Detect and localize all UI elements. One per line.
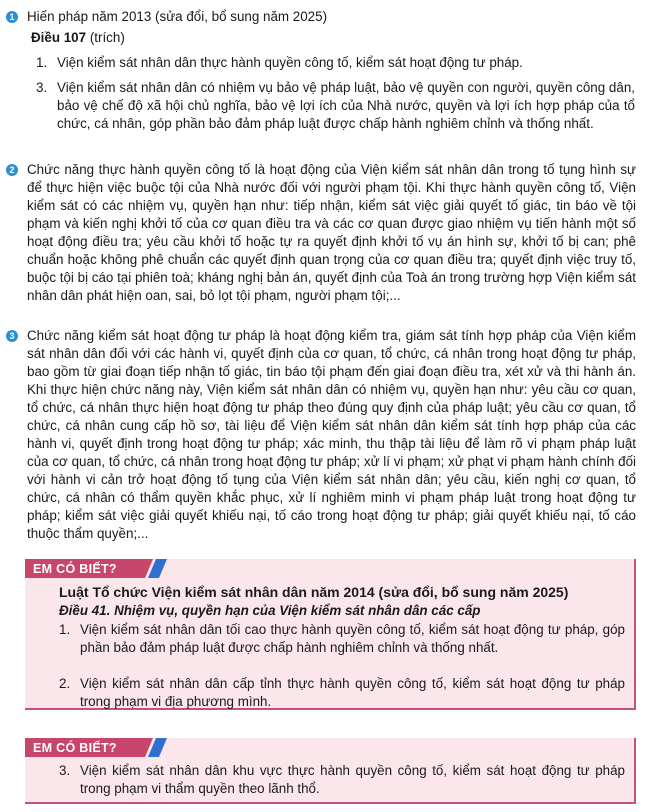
bullet-marker-1: 1 (6, 11, 18, 23)
did-you-know-tag (25, 559, 175, 578)
item-text: Viện kiểm sát nhân dân cấp tỉnh thực hành quyền công tố, kiểm sát hoạt động tư pháp trong phạm vi địa phương mình. (80, 676, 625, 709)
item-number: 3. (59, 763, 71, 778)
bullet-marker-2: 2 (6, 164, 18, 176)
did-you-know-label: EM CÓ BIẾT? (33, 741, 117, 755)
judicial-supervision-section (0, 327, 647, 559)
item-number: 1. (36, 55, 48, 70)
item-text: Viện kiểm sát nhân dân tối cao thực hành quyền công tố, kiểm sát hoạt động tư pháp, góp phần bảo đảm pháp luật được chấp hành nghiêm chỉnh và thống nhất. (80, 622, 625, 655)
bullet-marker-3: 3 (6, 330, 18, 342)
prosecution-section (0, 161, 647, 326)
did-you-know-box (25, 559, 636, 710)
item-text: Viện kiểm sát nhân dân có nhiệm vụ bảo vệ pháp luật, bảo vệ quyền con người, quyền công dân, bảo vệ chế độ xã hội chủ nghĩa, bảo vệ lợi ích của Nhà nước, quyền và lợi ích hợp pháp của tổ chức, cá nhân, góp phần bảo đảm pháp luật được chấp hành nghiêm chỉnh và thống nhất. (57, 80, 635, 131)
item-number: 3. (36, 80, 48, 95)
callout-law-title: Luật Tổ chức Viện kiểm sát nhân dân năm 2014 (sửa đổi, bổ sung năm 2025) (59, 584, 569, 600)
item-number: 1. (59, 622, 71, 637)
article-title (31, 29, 125, 47)
did-you-know-label: EM CÓ BIẾT? (33, 562, 117, 576)
did-you-know-box (25, 738, 636, 804)
item-text: Viện kiểm sát nhân dân khu vực thực hành quyền công tố, kiểm sát hoạt động tư pháp trong phạm vi thẩm quyền theo lãnh thổ. (80, 763, 625, 796)
prosecution-paragraph: Chức năng thực hành quyền công tố là hoạt động của Viện kiểm sát nhân dân trong tố tụng hình sự để thực hiện việc buộc tội của Nhà nước đối với người phạm tội. Khi thực hành quyền công tố, Viện kiểm sát có các nhiệm vụ, quyền hạn như: tiếp nhận, kiểm sát việc giải quyết tố giác, tin báo về tội phạm và kiến nghị khởi tố của cơ quan điều tra và các cơ quan được giao nhiệm vụ tiến hành một số hoạt động điều tra; yêu cầu khởi tố hoặc tự ra quyết định khởi tố vụ án hình sự, khởi tố bị can; phê chuẩn hoặc không phê chuẩn các quyết định quan trọng của cơ quan điều tra; quyết định việc truy tố, buộc tội bị cáo tại phiên toà; kháng nghị bản án, quyết định của Toà án trong trường hợp Viện kiểm sát nhân dân phát hiện oan, sai, bỏ lọt tội phạm, người phạm tội;... (27, 162, 636, 303)
item-number: 2. (59, 676, 71, 691)
judicial-supervision-paragraph: Chức năng kiểm sát hoạt động tư pháp là hoạt động kiểm tra, giám sát tính hợp pháp của Viện kiểm sát nhân dân đối với các hành vi, quyết định của cơ quan, tổ chức, cá nhân trong hoạt động tư pháp, bao gồm từ giai đoạn tiếp nhận tố giác, tin báo tội phạm đến giai đoạn điều tra, xét xử và thi hành án. Khi thực hiện chức năng này, Viện kiểm sát nhân dân có nhiệm vụ, quyền hạn như: yêu cầu cơ quan, tổ chức, cá nhân thực hiện hoạt động tư pháp theo đúng quy định của pháp luật; yêu cầu cơ quan, tổ chức, cá nhân cung cấp hồ sơ, tài liệu để Viện kiểm sát nhân dân kiểm sát tính hợp pháp của các hành vi, quyết định trong hoạt động tư pháp; xác minh, thu thập tài liệu để làm rõ vi phạm pháp luật của cơ quan, tổ chức, cá nhân trong hoạt động tư pháp; xử lí vi phạm; xử phạt vi phạm hành chính đối với hành vi cản trở hoạt động tố tụng của Viện kiểm sát nhân dân; yêu cầu, kiến nghị cơ quan, tổ chức, cá nhân có thẩm quyền khắc phục, xử lí nghiêm minh vi phạm pháp luật trong hoạt động tư pháp; kiểm sát việc giải quyết khiếu nại, tố cáo trong hoạt động tư pháp; giải quyết khiếu nại, tố cáo thuộc thẩm quyền;... (27, 328, 636, 541)
item-text: Viện kiểm sát nhân dân thực hành quyền công tố, kiểm sát hoạt động tư pháp. (57, 55, 523, 70)
did-you-know-tag (25, 738, 175, 757)
constitution-heading: Hiến pháp năm 2013 (sửa đổi, bổ sung năm 2025) (27, 9, 328, 24)
article-note: (trích) (89, 30, 125, 45)
constitution-section (0, 8, 647, 158)
callout-article-title: Điều 41. Nhiệm vụ, quyền hạn của Viện kiểm sát nhân dân các cấp (59, 603, 481, 618)
article-number: Điều 107 (31, 30, 87, 45)
